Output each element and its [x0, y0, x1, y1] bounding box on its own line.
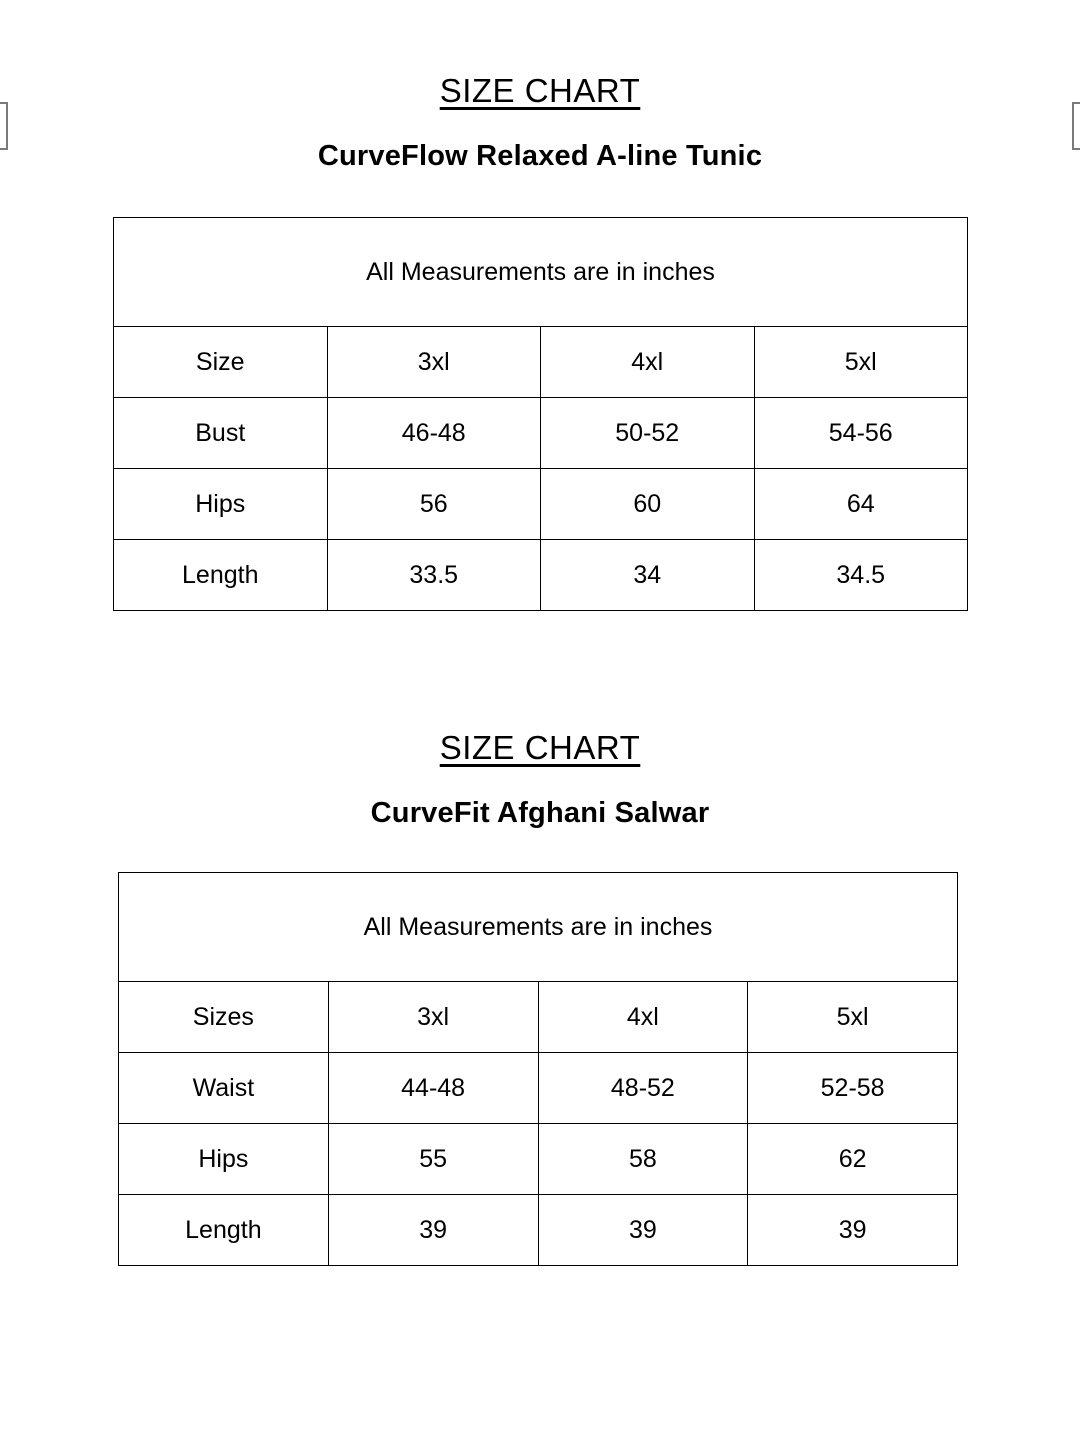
table-row	[119, 1053, 958, 1124]
table-cell: 55	[328, 1124, 538, 1195]
row-header: Bust	[114, 398, 328, 469]
table-cell: 56	[327, 469, 541, 540]
row-header: Length	[114, 540, 328, 611]
table-row-banner	[114, 218, 968, 327]
page-title-salwar: SIZE CHART	[439, 729, 641, 766]
table-cell: 39	[748, 1195, 958, 1266]
table-cell: 58	[538, 1124, 748, 1195]
measurement-units-note: All Measurements are in inches	[119, 873, 958, 982]
row-header: Hips	[119, 1124, 329, 1195]
table-row	[119, 1195, 958, 1266]
row-header: Hips	[114, 469, 328, 540]
table-cell: 52-58	[748, 1053, 958, 1124]
size-chart-block-tunic	[0, 72, 1080, 611]
table-cell: 3xl	[327, 327, 541, 398]
table-cell: 48-52	[538, 1053, 748, 1124]
row-header: Waist	[119, 1053, 329, 1124]
table-cell: 34	[541, 540, 755, 611]
table-row	[114, 327, 968, 398]
table-cell: 4xl	[538, 982, 748, 1053]
measurement-units-note: All Measurements are in inches	[114, 218, 968, 327]
table-cell: 64	[754, 469, 968, 540]
table-cell: 60	[541, 469, 755, 540]
row-header: Sizes	[119, 982, 329, 1053]
size-table-salwar	[118, 872, 958, 1266]
table-cell: 50-52	[541, 398, 755, 469]
table-cell: 34.5	[754, 540, 968, 611]
table-cell: 33.5	[327, 540, 541, 611]
table-cell: 5xl	[754, 327, 968, 398]
table-row-banner	[119, 873, 958, 982]
table-row	[114, 469, 968, 540]
table-cell: 5xl	[748, 982, 958, 1053]
table-row	[114, 398, 968, 469]
table-cell: 54-56	[754, 398, 968, 469]
row-header: Size	[114, 327, 328, 398]
table-cell: 44-48	[328, 1053, 538, 1124]
table-row	[119, 1124, 958, 1195]
table-cell: 4xl	[541, 327, 755, 398]
row-header: Length	[119, 1195, 329, 1266]
table-cell: 62	[748, 1124, 958, 1195]
table-row	[114, 540, 968, 611]
size-chart-sheet	[0, 72, 1080, 1266]
product-name-salwar: CurveFit Afghani Salwar	[370, 797, 710, 829]
table-row	[119, 982, 958, 1053]
table-cell: 39	[538, 1195, 748, 1266]
product-name-tunic: CurveFlow Relaxed A-line Tunic	[317, 140, 763, 172]
table-cell: 39	[328, 1195, 538, 1266]
size-table-tunic	[113, 217, 968, 611]
table-cell: 46-48	[327, 398, 541, 469]
size-chart-block-salwar	[0, 729, 1080, 1266]
page-title-tunic: SIZE CHART	[439, 72, 641, 109]
table-cell: 3xl	[328, 982, 538, 1053]
